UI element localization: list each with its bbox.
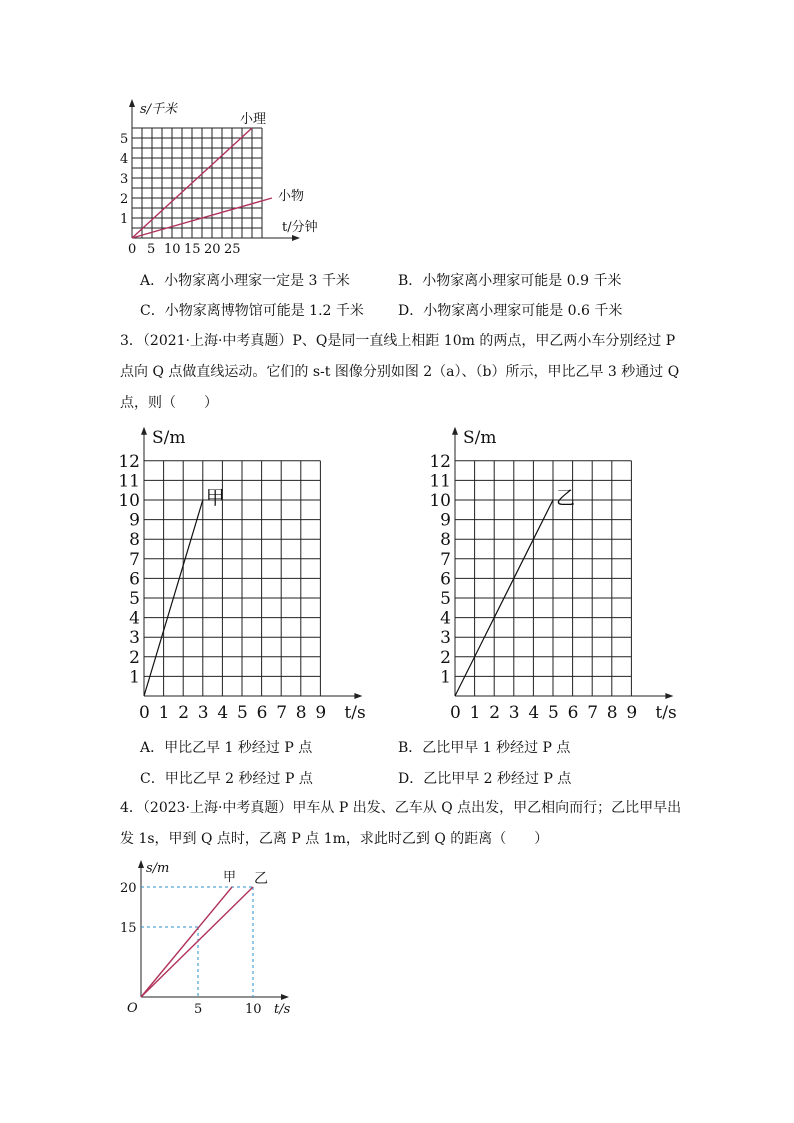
chart-a-y-tick: 6 [129, 569, 140, 590]
chart-b-y-tick: 4 [440, 608, 451, 629]
q3-option-b: B．乙比甲早 1 秒经过 P 点 [398, 740, 571, 756]
chart-b-y-tick: 5 [440, 589, 451, 609]
q3-stem-line3: 点，则（ ） [120, 395, 218, 411]
chart-a-x-tick: 3 [197, 703, 209, 723]
fig4-y-label: s/m [146, 861, 170, 876]
fig1-x-label: t/分钟 [282, 220, 318, 235]
chart-b-x-tick: 1 [469, 703, 481, 723]
fig1-xtick: 20 [204, 242, 221, 257]
chart-b-x-tick: 0 [450, 703, 461, 723]
fig1-xtick: 0 [128, 242, 137, 257]
chart-a-x-tick: 7 [276, 703, 288, 723]
chart-b [0, 420, 794, 730]
q3-option-c: C．甲比乙早 2 秒经过 P 点 [140, 771, 313, 787]
q3-option-a: A．甲比乙早 1 秒经过 P 点 [140, 740, 313, 756]
chart-a-y-tick: 9 [129, 510, 140, 531]
chart-b-x-tick: 5 [548, 703, 559, 723]
q4-stem-line2: 发 1s，甲到 Q 点时，乙离 P 点 1m，求此时乙到 Q 的距离（ ） [120, 831, 549, 847]
chart-a-x-tick: 9 [315, 703, 327, 723]
fig1-xtick: 15 [184, 242, 201, 257]
fig4-xmark-5: 5 [194, 1002, 203, 1017]
chart-b-x-label: t/s [655, 703, 677, 723]
chart-a-y-label: S/m [152, 427, 186, 448]
q2-option-d: D．小物家离小理家可能是 0.6 千米 [398, 303, 623, 319]
fig1-xtick: 10 [164, 242, 181, 257]
chart-b-y-arrow [452, 427, 458, 435]
chart-b-y-tick: 8 [440, 530, 451, 551]
chart-b-grid [455, 461, 631, 696]
fig1-xtick: 5 [147, 242, 156, 257]
chart-b-x-tick: 6 [567, 703, 579, 723]
chart-b-x-tick: 8 [606, 703, 618, 723]
fig4-line-jia [141, 887, 232, 997]
chart-b-y-tick: 1 [440, 667, 451, 688]
chart-b-y-tick: 7 [440, 549, 451, 570]
fig1-ytick: 5 [120, 132, 129, 147]
chart-b-x-tick: 9 [626, 703, 638, 723]
fig4-xmark-10: 10 [245, 1002, 262, 1017]
chart-a-y-tick: 8 [129, 530, 140, 551]
q2-option-c: C．小物家离博物馆可能是 1.2 千米 [140, 303, 364, 319]
chart-a-x-tick: 6 [256, 703, 268, 723]
fig1-x-arrow [292, 235, 300, 241]
chart-a-x-tick: 1 [158, 703, 170, 723]
fig4-x-label: t/s [274, 1002, 291, 1017]
chart-b-x-tick: 3 [508, 703, 520, 723]
chart-b-y-tick: 9 [440, 510, 451, 531]
fig1-ytick: 3 [120, 172, 129, 187]
q3-stem-line1: 3．（2021·上海·中考真题）P、Q是同一直线上相距 10m 的两点，甲乙两小车分别经过 P [120, 333, 676, 349]
chart-b-x-tick: 4 [528, 703, 540, 723]
q4-stem-line1: 4．（2023·上海·中考真题）甲车从 P 出发、乙车从 Q 点出发，甲乙相向而行；乙比甲早出 [120, 800, 682, 816]
chart-a-x-tick: 0 [139, 703, 150, 723]
chart-a-y-tick: 10 [118, 491, 140, 511]
chart-a-y-tick: 12 [118, 451, 140, 472]
chart-a-x-label: t/s [344, 703, 366, 723]
chart-a-y-tick: 7 [129, 549, 140, 570]
q3-stem-line2: 点向 Q 点做直线运动。它们的 s-t 图像分别如图 2（a）、（b）所示，甲比乙早 3 秒通过 Q [120, 364, 680, 380]
fig4-origin-label: O [127, 1001, 138, 1016]
fig1-y-label: s/千米 [140, 102, 178, 117]
chart-b-x-arrow [665, 693, 673, 699]
chart-b-x-tick: 2 [489, 703, 501, 723]
q2-option-a: A．小物家离小理家一定是 3 千米 [140, 273, 350, 289]
chart-b-y-tick: 3 [440, 628, 451, 649]
fig1-ytick: 1 [120, 212, 129, 227]
chart-b-y-tick: 12 [429, 451, 451, 472]
chart-a-y-tick: 2 [129, 647, 140, 668]
fig1-label-xiaowu: 小物 [278, 189, 305, 204]
fig1-label-xiaoli: 小理 [240, 112, 267, 127]
chart-b-x-tick: 7 [587, 703, 599, 723]
chart-a-y-tick: 4 [129, 608, 140, 629]
fig4-line-yi [141, 887, 253, 997]
chart-a-y-tick: 11 [118, 471, 140, 492]
chart-a-x-tick: 5 [237, 703, 248, 723]
fig1-x-ticks [128, 242, 241, 257]
fig1-ytick: 2 [120, 192, 129, 207]
fig4-ymark-15: 15 [120, 921, 137, 936]
chart-a-x-tick: 2 [178, 703, 190, 723]
chart-a-x-tick: 4 [217, 703, 229, 723]
fig1-grid [132, 128, 262, 238]
fig1-ytick: 4 [120, 152, 129, 167]
fig1-y-ticks [120, 132, 128, 227]
fig4-label-yi: 乙 [254, 871, 268, 887]
chart-b-y-tick: 6 [440, 569, 451, 590]
chart-a-y-tick: 1 [129, 667, 140, 688]
chart-b-y-label: S/m [463, 427, 497, 448]
fig4-ymark-20: 20 [120, 881, 137, 896]
fig4-y-arrow [138, 860, 144, 868]
fig1-graph [0, 0, 794, 260]
fig4-x-arrow [281, 994, 289, 1000]
chart-b-series-label: 乙 [556, 487, 576, 509]
chart-b-y-tick: 2 [440, 647, 451, 668]
q2-option-b: B．小物家离小理家可能是 0.9 千米 [398, 273, 622, 289]
fig4-graph [0, 850, 794, 1030]
chart-a-series-label: 甲 [205, 487, 225, 509]
chart-a-x-tick: 8 [295, 703, 307, 723]
q3-option-d: D．乙比甲早 2 秒经过 P 点 [398, 771, 572, 787]
chart-a-y-tick: 5 [129, 589, 140, 609]
chart-b-y-tick: 10 [429, 491, 451, 511]
chart-b-y-tick: 11 [429, 471, 451, 492]
fig1-y-arrow [129, 99, 135, 107]
fig4-label-jia: 甲 [223, 870, 237, 885]
fig1-xtick: 25 [224, 242, 241, 257]
chart-a-y-tick: 3 [129, 628, 140, 649]
